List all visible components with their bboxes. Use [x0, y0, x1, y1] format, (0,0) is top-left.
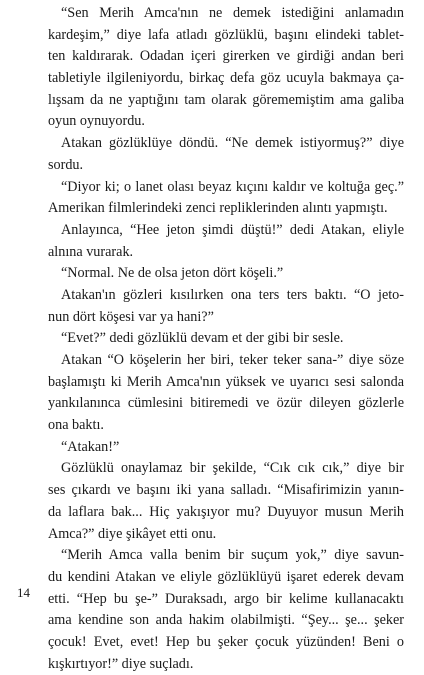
text-line: kışkırtıyor!” diye suçladı.: [48, 655, 194, 672]
text-line: Atakan'ın gözleri kısılırken ona ters ters baktı. “O jeto-: [61, 286, 404, 303]
text-line: Anlayınca, “Hee jeton şimdi düştü!” dedi Atakan, eliyle: [61, 221, 404, 238]
body-text: [48, 3, 404, 675]
page-number: 14: [17, 585, 30, 600]
text-line: kardeşim,” diye lafa atladı gözlüklü, başını elindeki tablet-: [48, 26, 404, 43]
text-line: “Sen Merih Amca'nın ne demek istediğini anlamadın: [61, 5, 404, 21]
text-line: ten kaldırarak. Odadan içeri girerken ve girdiği andan beri: [48, 48, 404, 65]
text-line: Atakan “O köşelerin her biri, teker teker sana-” diye söze: [61, 352, 404, 368]
text-line: du kendini Atakan ve eliyle gözlüklüyü işaret ederek devam: [48, 568, 404, 585]
text-line: başlamıştı ki Merih Amca'nın yüksek ve uyarıcı sesi salonda: [48, 373, 404, 390]
text-line: Amca?” diye şikâyet etti onu.: [48, 525, 217, 542]
text-line: oyun oynuyordu.: [48, 113, 145, 130]
text-line: “Atakan!”: [61, 438, 120, 455]
text-line: etti. “Hep bu şe-” Duraksadı, argo bir kelime kullanacaktı: [48, 590, 404, 607]
text-line: “Merih Amca valla benim bir suçum yok,” diye savun-: [61, 547, 404, 564]
text-line: ama kendine son anda hakim olabilmişti. “Şey... şe... şeker: [48, 612, 404, 629]
text-line: “Diyor ki; o lanet olası beyaz kıçını kaldır ve koltuğa geç.”: [61, 178, 404, 195]
text-line: Gözlüklü onaylamaz bir şekilde, “Cık cık cık,” diye bir: [61, 460, 404, 477]
text-line: çocuk! Evet, evet! Hep bu şeker çocuk yüzünden! Beni o: [48, 633, 404, 650]
text-line: sordu.: [48, 156, 84, 173]
text-line: nun dört köşesi var ya hani?”: [48, 308, 214, 325]
text-line: da laflara bak... Hiç yakışıyor mu? Duyuyor musun Merih: [48, 503, 404, 520]
text-line: lışsam da ne yaptığını tam olarak görememiştim ama galiba: [48, 91, 404, 108]
text-line: yankılanınca cümlesini bitiremedi ve özür dileyen gözlerle: [48, 395, 404, 412]
text-line: “Evet?” dedi gözlüklü devam et der gibi bir sesle.: [61, 330, 344, 347]
text-line: ses çıkardı ve başını iki yana salladı. “Misafirimizin yanın-: [48, 482, 404, 499]
text-line: alnına vurarak.: [48, 243, 134, 260]
text-line: Atakan gözlüklüye döndü. “Ne demek istiyormuş?” diye: [61, 135, 404, 152]
text-line: tabletiyle ilgileniyordu, birkaç defa göz ucuyla bakmaya ça-: [48, 70, 404, 87]
text-line: “Normal. Ne de olsa jeton dört köşeli.”: [61, 265, 284, 282]
text-line: Amerikan filmlerindeki zenci repliklerinden alıntı yapmıştı.: [48, 200, 388, 217]
text-line: ona baktı.: [48, 417, 104, 434]
